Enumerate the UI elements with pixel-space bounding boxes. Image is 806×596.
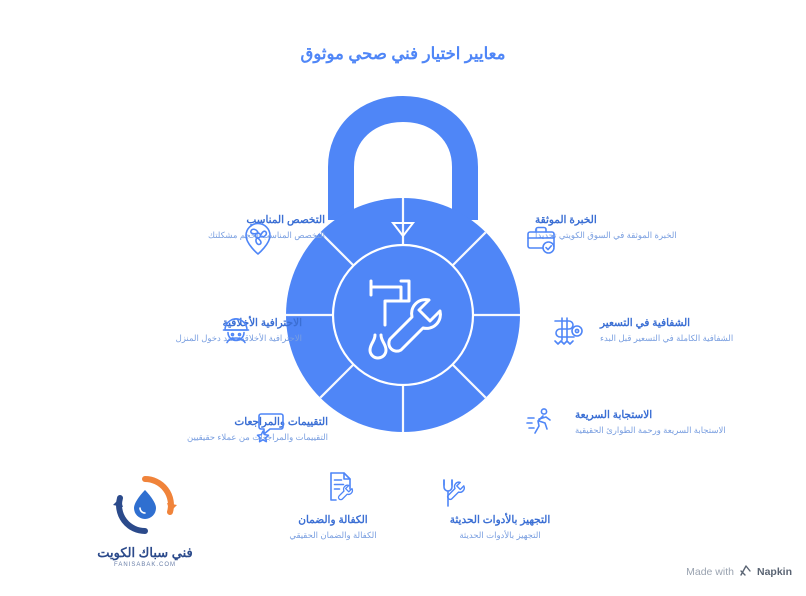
item-experience[interactable]	[535, 213, 765, 242]
item-label: التقييمات والمراجعات	[234, 416, 328, 428]
price-tag-icon	[551, 313, 585, 347]
logo-text: فني سباك الكويت	[97, 545, 193, 560]
item-description: الكفالة والضمان الحقيقي	[289, 530, 377, 541]
document-wrench-icon	[325, 470, 359, 504]
central-lock-wheel	[253, 95, 553, 435]
item-description: الخبرة الموثقة في السوق الكويتي تحديداً	[535, 230, 677, 241]
napkin-logo-icon	[739, 564, 752, 580]
logo-subtext: FANISABAK.COM	[113, 562, 176, 568]
item-label: التجهيز بالأدوات الحديثة	[449, 514, 551, 526]
item-modern-tools[interactable]	[410, 513, 590, 542]
worker-helmet-icon	[219, 313, 253, 347]
item-label: الشفافية في التسعير	[600, 317, 691, 329]
napkin-brand-label: Napkin	[756, 566, 792, 578]
item-pricing[interactable]	[600, 316, 806, 345]
page-title: معايير اختيار فني صحي موثوق	[300, 45, 506, 63]
item-description: الشفافية الكاملة في التسعير قبل البدء	[600, 333, 734, 344]
item-label: الاحترافية الأخلاقية	[222, 317, 302, 329]
item-fast-response[interactable]	[575, 408, 805, 437]
item-label: التخصص المناسب	[246, 214, 325, 226]
item-label: الخبرة الموثقة	[535, 214, 597, 226]
item-label: الاستجابة السريعة	[575, 409, 653, 421]
tools-icon	[436, 476, 470, 510]
item-warranty[interactable]	[243, 513, 423, 542]
item-description: التخصص المناسب لحجم مشكلتك	[208, 230, 325, 241]
logo	[85, 472, 205, 572]
briefcase-check-icon	[524, 222, 558, 256]
item-description: التقييمات والمراجعات من عملاء حقيقيين	[187, 432, 328, 443]
made-with-label: Made with	[686, 566, 734, 578]
review-star-icon	[253, 410, 287, 444]
fan-pin-icon	[241, 222, 275, 256]
item-specialization[interactable]	[95, 213, 325, 242]
item-description: الاستجابة السريعة ورحمة الطوارئ الحقيقية	[575, 425, 726, 436]
item-reviews[interactable]	[98, 415, 328, 444]
item-ethics[interactable]	[72, 316, 302, 345]
running-person-icon	[524, 405, 558, 439]
item-description: الاحترافية الأخلاقية عند دخول المنزل	[175, 333, 302, 344]
item-description: التجهيز بالأدوات الحديثة	[459, 530, 541, 541]
footer-attribution	[686, 564, 792, 580]
item-label: الكفالة والضمان	[298, 514, 368, 526]
